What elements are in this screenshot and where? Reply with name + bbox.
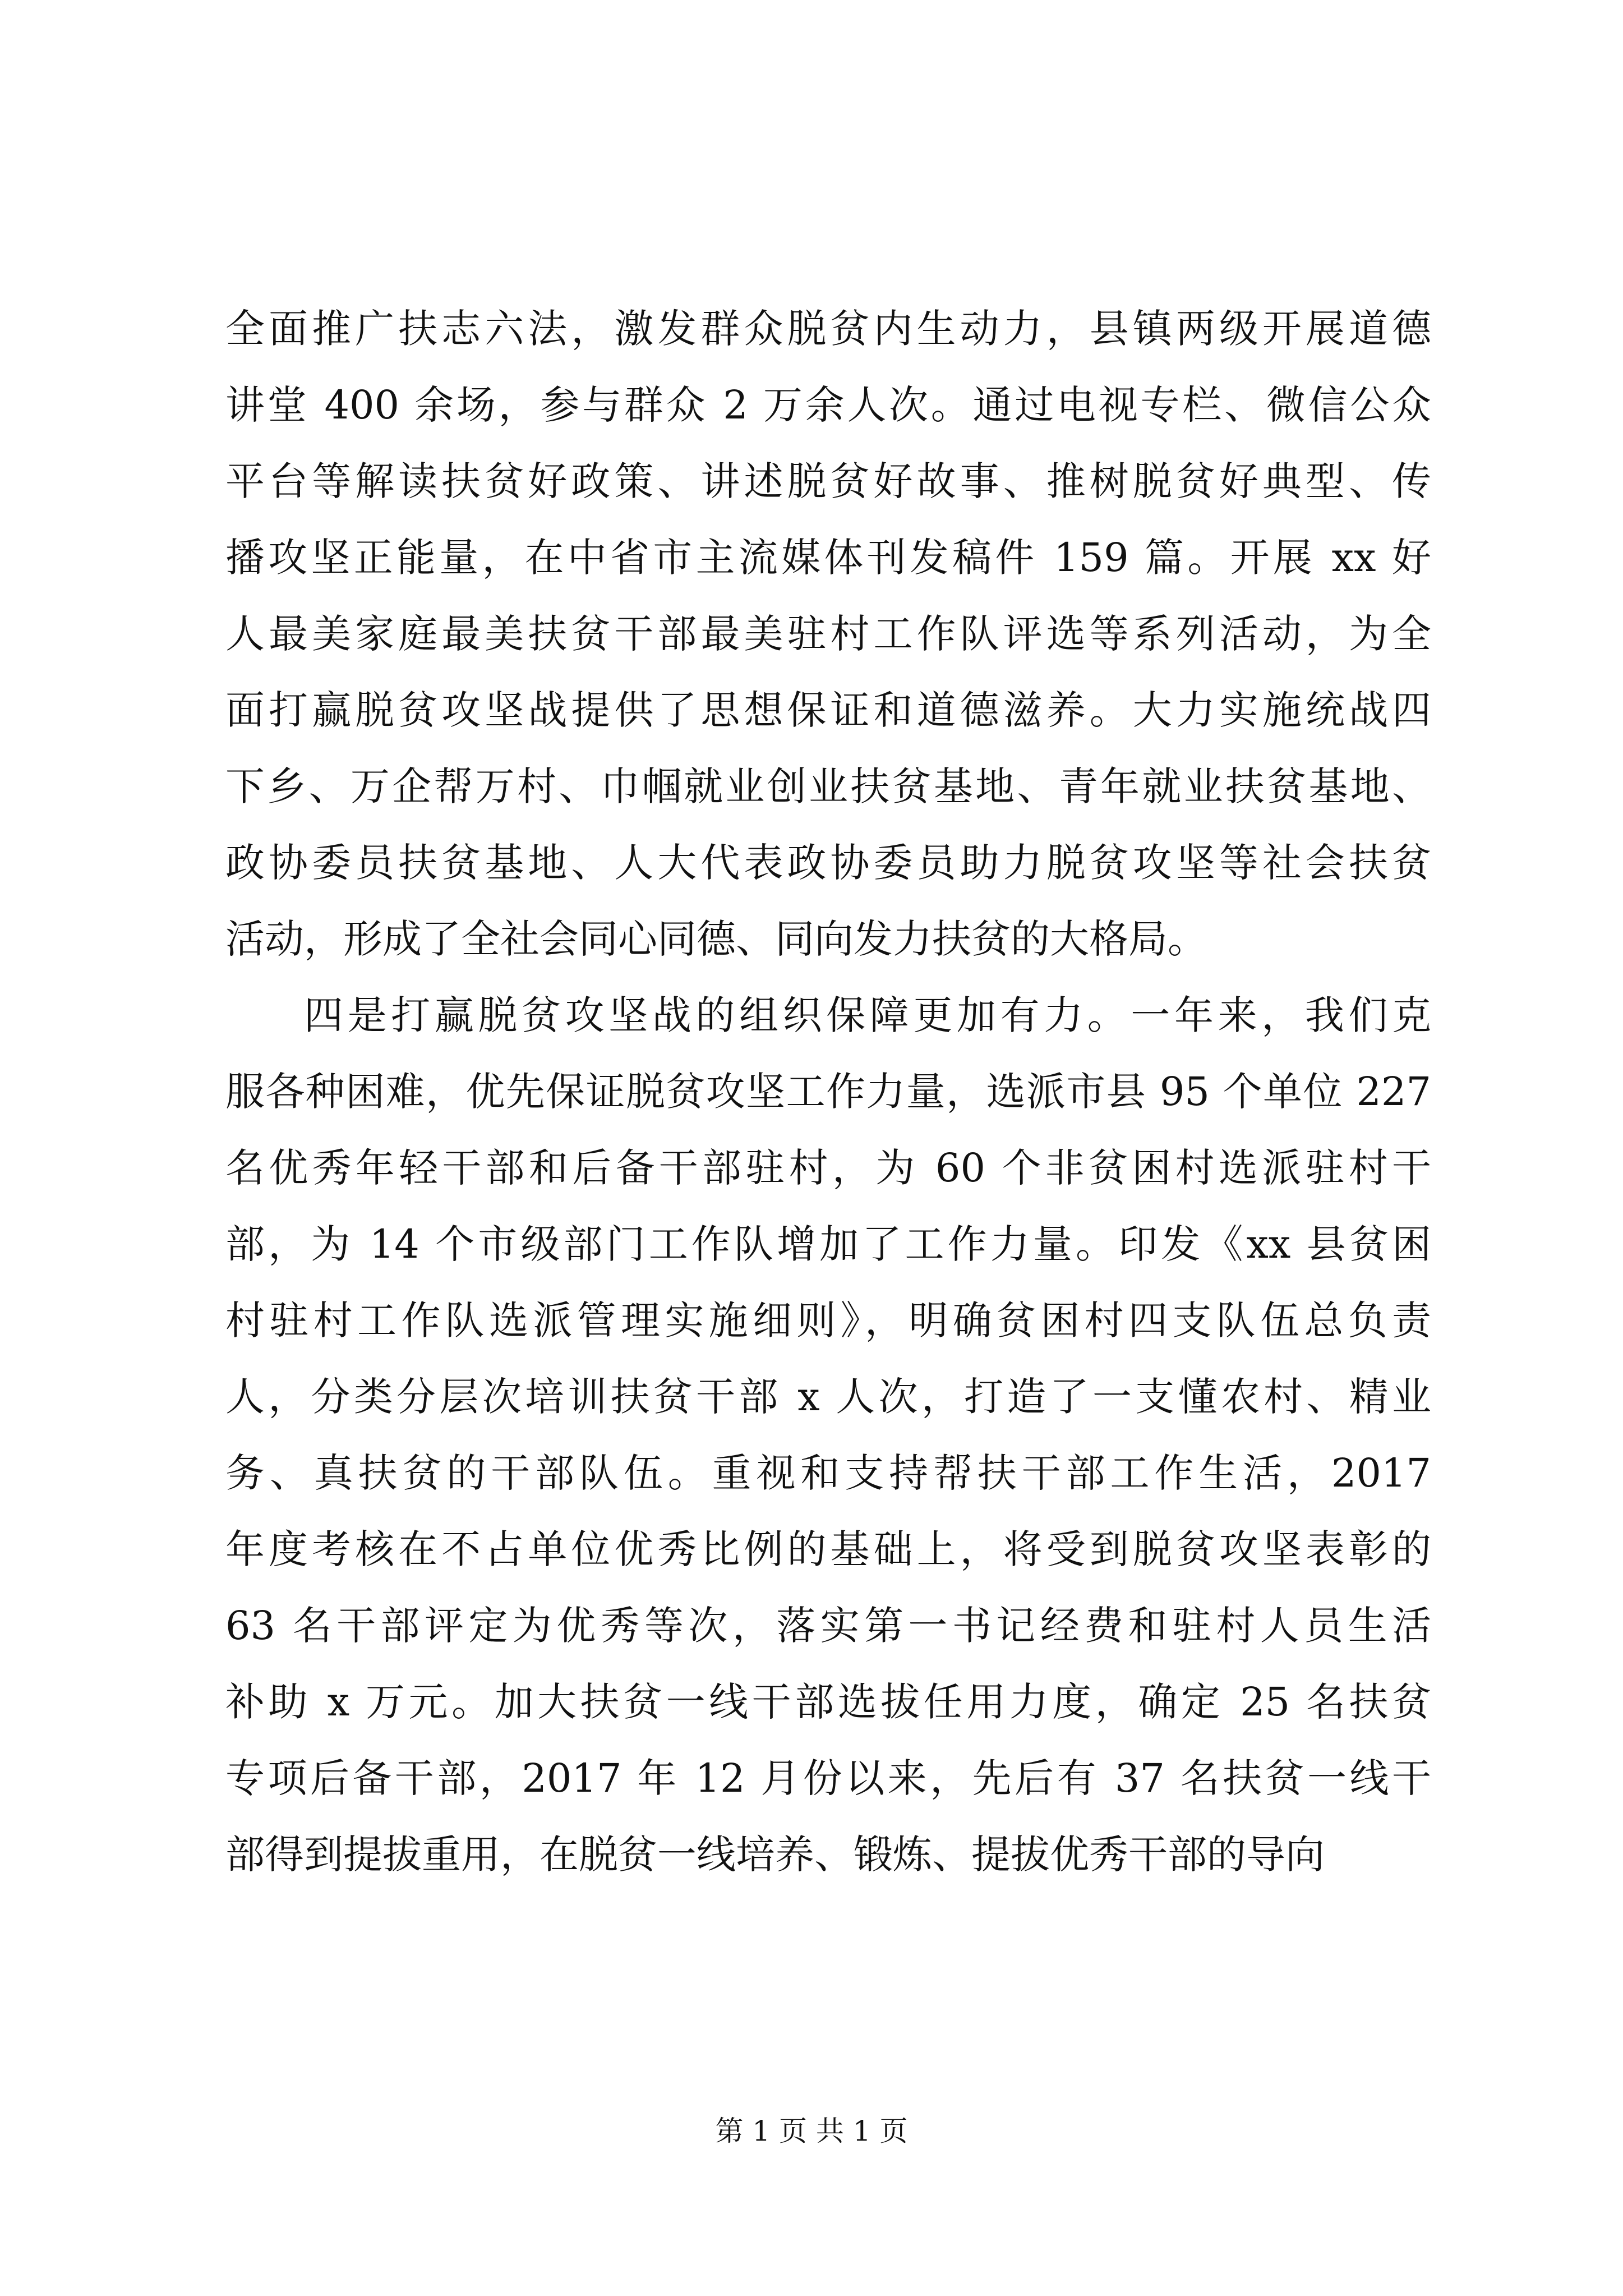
- page-footer: 第 1 页 共 1 页: [715, 2115, 908, 2147]
- text-line: 政协委员扶贫基地、人大代表政协委员助力脱贫攻坚等社会扶贫: [225, 840, 1431, 886]
- text-line: 全面推广扶志六法，激发群众脱贫内生动力，县镇两级开展道德: [225, 306, 1431, 352]
- text-line: 讲堂 400 余场，参与群众 2 万余人次。通过电视专栏、微信公众: [225, 382, 1431, 428]
- text-line: 部得到提拔重用，在脱贫一线培养、锻炼、提拔优秀干部的导向: [225, 1832, 1325, 1878]
- text-line: 人最美家庭最美扶贫干部最美驻村工作队评选等系列活动，为全: [225, 611, 1431, 657]
- text-line: 下乡、万企帮万村、巾帼就业创业扶贫基地、青年就业扶贫基地、: [225, 763, 1431, 809]
- text-line: 务、真扶贫的干部队伍。重视和支持帮扶干部工作生活，2017: [225, 1450, 1431, 1496]
- document-body: [225, 291, 1431, 1893]
- paragraph: [225, 291, 1431, 977]
- text-line: 补助 x 万元。加大扶贫一线干部选拔任用力度，确定 25 名扶贫: [225, 1679, 1431, 1725]
- paragraph: [225, 977, 1431, 1893]
- text-line: 播攻坚正能量，在中省市主流媒体刊发稿件 159 篇。开展 xx 好: [225, 535, 1431, 581]
- text-line: 人，分类分层次培训扶贫干部 x 人次，打造了一支懂农村、精业: [225, 1374, 1431, 1420]
- text-line: 平台等解读扶贫好政策、讲述脱贫好故事、推树脱贫好典型、传: [225, 458, 1431, 504]
- text-line: 面打赢脱贫攻坚战提供了思想保证和道德滋养。大力实施统战四: [225, 687, 1431, 733]
- text-line: 活动，形成了全社会同心同德、同向发力扶贫的大格局。: [225, 916, 1207, 962]
- text-line: 名优秀年轻干部和后备干部驻村，为 60 个非贫困村选派驻村干: [225, 1145, 1431, 1191]
- text-line: 专项后备干部，2017 年 12 月份以来，先后有 37 名扶贫一线干: [225, 1755, 1431, 1801]
- text-line: 服各种困难，优先保证脱贫攻坚工作力量，选派市县 95 个单位 227: [225, 1069, 1431, 1115]
- text-line: 四是打赢脱贫攻坚战的组织保障更加有力。一年来，我们克: [304, 992, 1431, 1038]
- text-line: 年度考核在不占单位优秀比例的基础上，将受到脱贫攻坚表彰的: [225, 1526, 1431, 1572]
- text-line: 63 名干部评定为优秀等次，落实第一书记经费和驻村人员生活: [225, 1603, 1431, 1649]
- text-line: 村驻村工作队选派管理实施细则》，明确贫困村四支队伍总负责: [225, 1297, 1431, 1343]
- text-line: 部，为 14 个市级部门工作队增加了工作力量。印发《xx 县贫困: [225, 1221, 1431, 1267]
